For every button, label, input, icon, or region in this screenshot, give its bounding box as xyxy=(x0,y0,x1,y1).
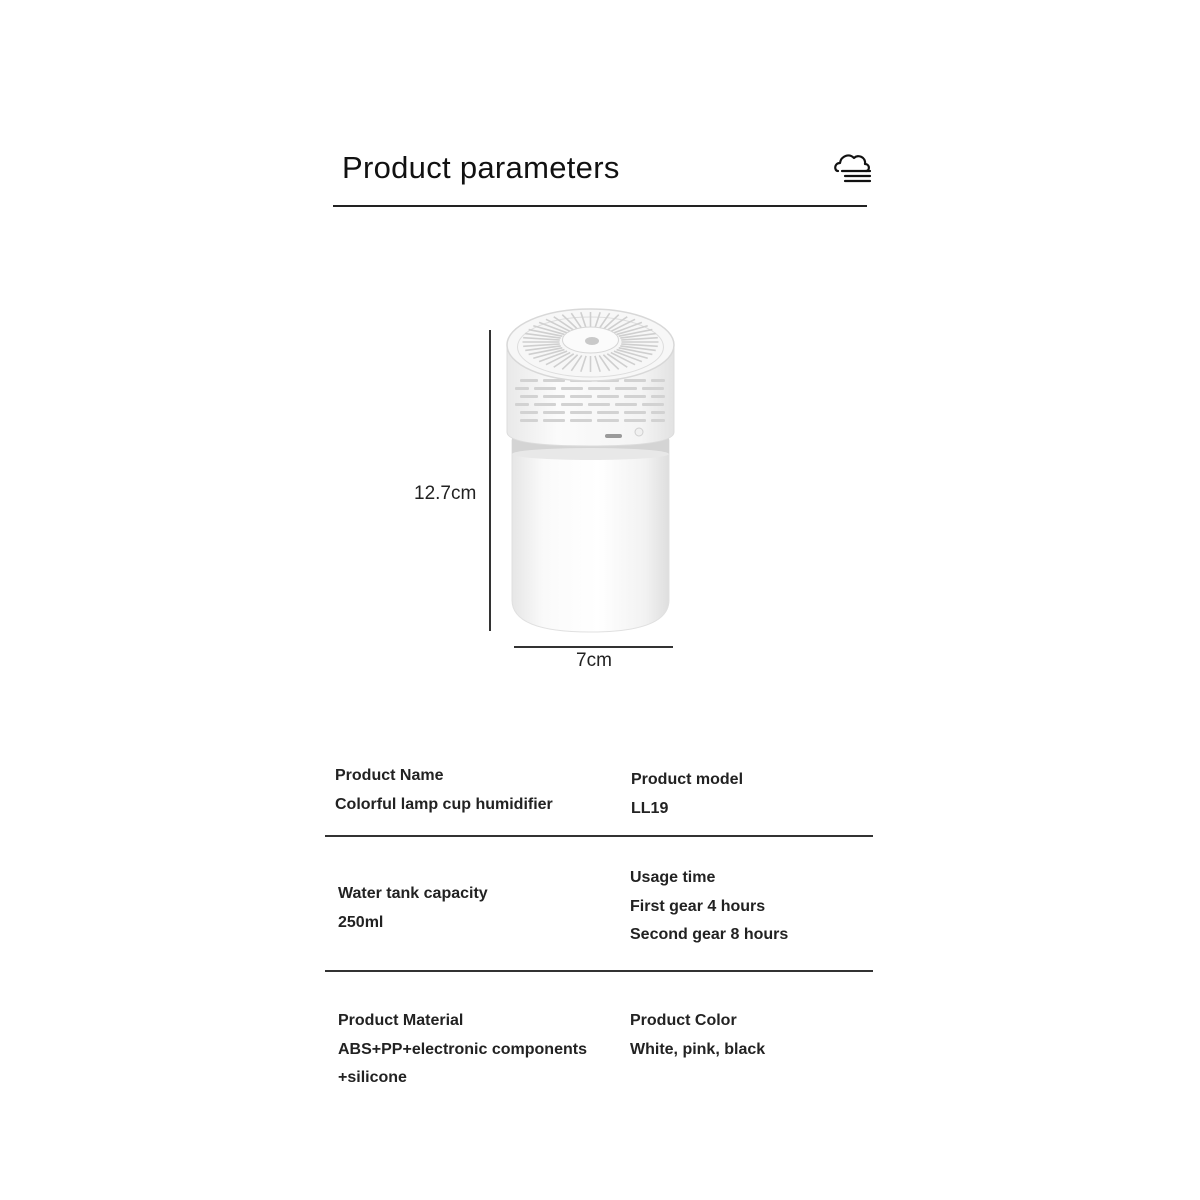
width-dimension-line xyxy=(514,646,673,648)
spec-value: Second gear 8 hours xyxy=(630,926,789,943)
row-divider xyxy=(325,835,873,837)
height-dimension-line xyxy=(489,330,491,631)
width-label: 7cm xyxy=(576,650,612,671)
spec-value: +silicone xyxy=(338,1069,407,1086)
height-label: 12.7cm xyxy=(414,483,477,504)
spec-product-name xyxy=(335,762,553,819)
spec-label: Product Material xyxy=(338,1012,464,1029)
spec-color xyxy=(630,1007,765,1064)
spec-label: Product Color xyxy=(630,1012,737,1029)
spec-label: Product Name xyxy=(335,767,444,784)
spec-label: Water tank capacity xyxy=(338,885,488,902)
spec-value: LL19 xyxy=(631,799,669,817)
spec-label: Usage time xyxy=(630,869,716,886)
spec-value: First gear 4 hours xyxy=(630,897,766,915)
spec-usage-time xyxy=(630,864,788,950)
spec-product-model xyxy=(631,766,743,823)
spec-material xyxy=(338,1007,587,1093)
page-title: Product parameters xyxy=(342,150,620,185)
cloud-icon xyxy=(832,150,872,188)
spec-water-tank xyxy=(338,880,488,937)
row-divider xyxy=(325,970,873,972)
spec-label: Product model xyxy=(631,771,744,788)
spec-value: ABS+PP+electronic components xyxy=(338,1040,587,1058)
spec-value: 250ml xyxy=(338,913,384,931)
spec-value: Colorful lamp cup humidifier xyxy=(335,795,553,813)
spec-value: White, pink, black xyxy=(630,1040,766,1058)
header-divider xyxy=(333,205,867,207)
